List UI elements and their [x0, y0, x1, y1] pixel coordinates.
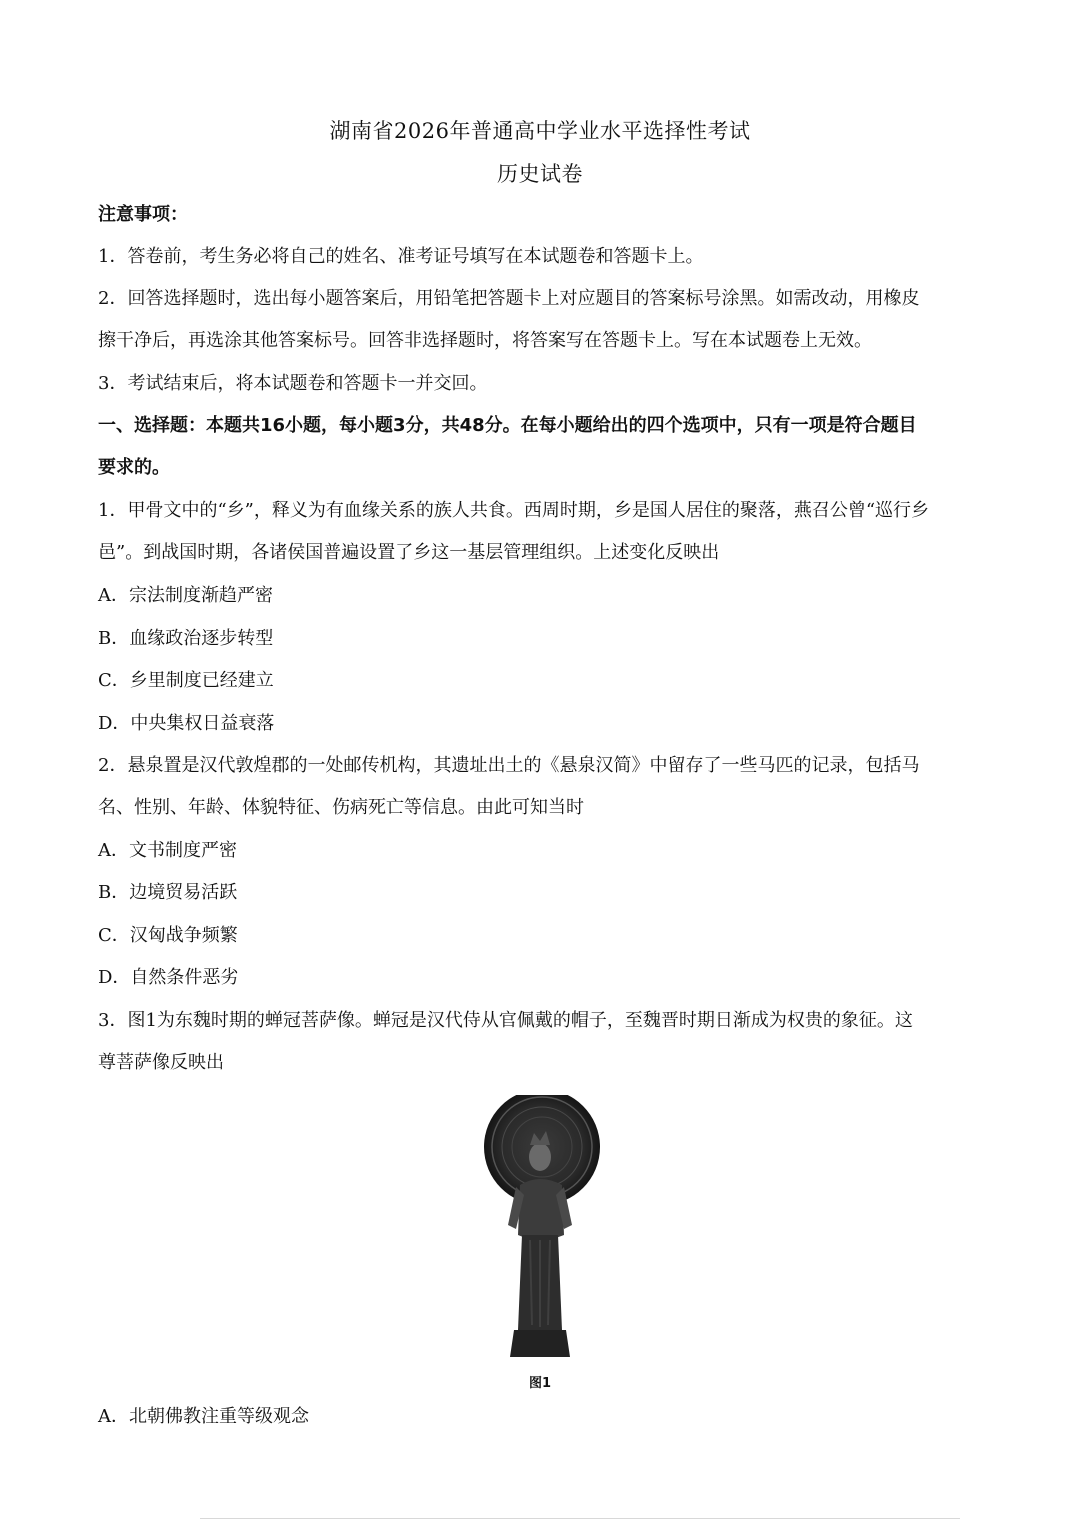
bodhisattva-statue-image [470, 1095, 610, 1360]
question-2-option-d: D．自然条件恶劣 [98, 967, 239, 988]
question-1-stem-cont: 邑”。到战国时期，各诸侯国普遍设置了乡这一基层管理组织。上述变化反映出 [98, 542, 720, 563]
section-heading-cont: 要求的。 [98, 457, 170, 478]
question-1-option-b: B．血缘政治逐步转型 [98, 628, 274, 649]
notice-heading: 注意事项： [98, 204, 188, 225]
question-2-option-a: A．文书制度严密 [98, 840, 237, 861]
section-heading: 一、选择题：本题共16小题，每小题3分，共48分。在每小题给出的四个选项中，只有一项是符合题目 [98, 415, 917, 436]
notice-item-1: 1．答卷前，考生务必将自己的姓名、准考证号填写在本试题卷和答题卡上。 [98, 246, 704, 267]
question-2-stem-cont: 名、性别、年龄、体貌特征、伤病死亡等信息。由此可知当时 [98, 797, 584, 818]
question-1-stem: 1．甲骨文中的“乡”，释义为有血缘关系的族人共食。西周时期，乡是国人居住的聚落，燕召公曾“巡行乡 [98, 500, 930, 521]
question-3-stem-cont: 尊菩萨像反映出 [98, 1052, 224, 1073]
question-1-option-d: D．中央集权日益衰落 [98, 713, 275, 734]
question-3-stem: 3．图1为东魏时期的蝉冠菩萨像。蝉冠是汉代侍从官佩戴的帽子，至魏晋时期日渐成为权贵的象征。这 [98, 1010, 913, 1031]
question-1-option-a: A．宗法制度渐趋严密 [98, 585, 273, 606]
question-2-option-b: B．边境贸易活跃 [98, 882, 238, 903]
question-2-option-c: C．汉匈战争频繁 [98, 925, 238, 946]
question-1-option-c: C．乡里制度已经建立 [98, 670, 274, 691]
exam-title: 湖南省2026年普通高中学业水平选择性考试 [329, 119, 751, 143]
bottom-divider [200, 1518, 960, 1519]
notice-item-3: 3．考试结束后，将本试题卷和答题卡一并交回。 [98, 373, 488, 394]
question-3-option-a: A．北朝佛教注重等级观念 [98, 1406, 309, 1427]
figure-1-caption: 图1 [528, 1376, 552, 1391]
notice-item-2: 2．回答选择题时，选出每小题答案后，用铅笔把答题卡上对应题目的答案标号涂黑。如需改动，用橡皮 [98, 288, 920, 309]
notice-item-2-cont: 擦干净后，再选涂其他答案标号。回答非选择题时，将答案写在答题卡上。写在本试题卷上无效。 [98, 330, 872, 351]
exam-subtitle: 历史试卷 [497, 162, 583, 186]
question-2-stem: 2．悬泉置是汉代敦煌郡的一处邮传机构，其遗址出土的《悬泉汉简》中留存了一些马匹的记录，包括马 [98, 755, 920, 776]
